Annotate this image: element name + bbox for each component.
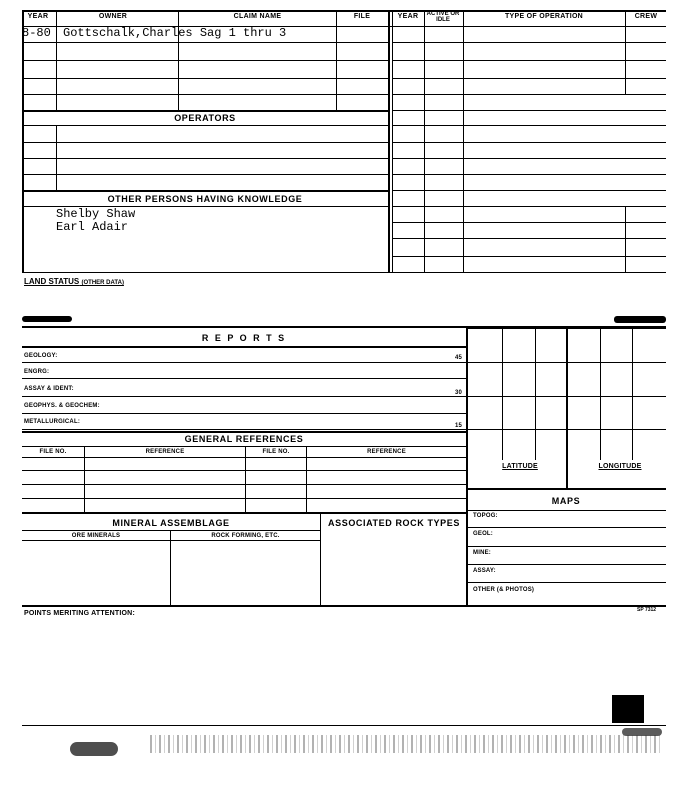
mid-section-end <box>22 605 666 607</box>
general-refs-rule <box>22 446 466 447</box>
gr-header-reference: REFERENCE <box>145 449 185 455</box>
header-claim-name: CLAIM NAME <box>233 13 282 20</box>
ore-minerals-header: ORE MINERALS <box>71 533 121 539</box>
gr-row-rule <box>22 457 466 458</box>
gr-row-rule <box>22 470 466 471</box>
scan-noise-band <box>150 735 660 753</box>
right-row-rule <box>392 78 666 79</box>
report-row-rule <box>22 429 466 430</box>
header-crew: CREW <box>634 13 658 20</box>
general-refs-end <box>22 512 466 514</box>
grid-col <box>632 328 633 460</box>
smudge-mark <box>614 316 666 323</box>
left-border <box>22 10 24 272</box>
owner-row-rule <box>22 78 388 79</box>
rock-forming-header: ROCK FORMING, ETC. <box>211 533 280 539</box>
operators-row-rule <box>22 142 388 143</box>
grid-col <box>600 328 601 460</box>
header-active-idle: ACTIVE OR IDLE <box>426 11 460 23</box>
assoc-rock-divider <box>320 512 321 606</box>
other-person-name: Shelby Shaw <box>56 207 136 221</box>
right-row-rule <box>392 42 666 43</box>
other-person-name: Earl Adair <box>56 220 129 234</box>
owner-row-rule <box>22 42 388 43</box>
form-number: SP 7312 <box>637 607 657 613</box>
gr-row-rule <box>22 498 466 499</box>
report-row-rule <box>22 362 466 363</box>
mineral-rule <box>22 530 320 531</box>
maps-row-label: ASSAY: <box>473 568 496 574</box>
right-row-rule <box>392 60 666 61</box>
gr-col-divider <box>245 446 246 512</box>
smudge-mark <box>22 316 72 322</box>
right-row-rule <box>392 142 666 143</box>
scale-number: 15 <box>455 423 463 429</box>
right-row-rule <box>392 190 666 191</box>
associated-rock-types-title: ASSOCIATED ROCK TYPES <box>328 518 460 528</box>
land-status-title <box>24 277 124 286</box>
report-row-label: METALLURGICAL: <box>24 419 81 425</box>
other-persons-title: OTHER PERSONS HAVING KNOWLEDGE <box>107 194 303 204</box>
land-status-label: LAND STATUS <box>24 277 80 286</box>
report-row-rule <box>22 396 466 397</box>
report-row-label: ENGRG: <box>24 369 50 375</box>
top-border <box>22 10 666 12</box>
mineral-col-divider <box>170 530 171 606</box>
scan-artifact-block <box>612 695 644 723</box>
right-row-rule <box>392 125 666 126</box>
operators-row-rule <box>22 158 388 159</box>
operators-rule <box>22 125 388 126</box>
header-type-of-operation: TYPE OF OPERATION <box>504 13 584 20</box>
report-row-rule <box>22 378 466 379</box>
maps-row-rule <box>466 564 666 565</box>
reports-rule <box>22 347 466 348</box>
maps-row-rule <box>466 546 666 547</box>
land-status-subtitle: (OTHER DATA) <box>81 280 124 286</box>
longitude-label: LONGITUDE <box>598 463 642 470</box>
header-file: FILE <box>353 13 371 20</box>
report-row-rule <box>22 413 466 414</box>
grid-col <box>502 328 503 460</box>
report-row-label: GEOLOGY: <box>24 353 58 359</box>
operators-section-end <box>22 190 388 192</box>
right-row-rule <box>392 94 666 95</box>
maps-row-label: TOPOG: <box>473 513 498 519</box>
owner-row-rule <box>22 60 388 61</box>
gr-col-divider <box>84 446 85 512</box>
grid-row <box>466 362 666 363</box>
right-year-col <box>424 10 425 272</box>
header-owner: OWNER <box>98 13 128 20</box>
entry-year: 8-80 <box>22 26 51 40</box>
scale-number: 45 <box>455 355 463 361</box>
operators-title: OPERATORS <box>174 113 236 123</box>
grid-row <box>466 429 666 430</box>
report-row-label: ASSAY & IDENT: <box>24 386 74 392</box>
points-meriting-attention-title: POINTS MERITING ATTENTION: <box>24 610 135 617</box>
gr-row-rule <box>22 484 466 485</box>
mineral-header-rule <box>22 540 320 541</box>
general-references-title: GENERAL REFERENCES <box>184 434 304 444</box>
latitude-label: LATITUDE <box>502 463 538 470</box>
grid-center-col <box>566 328 568 488</box>
maps-row-rule <box>466 527 666 528</box>
maps-row-label: OTHER (& PHOTOS) <box>473 587 535 593</box>
bottom-rule <box>22 725 666 726</box>
right-row-rule <box>392 222 666 223</box>
gr-header-reference-2: REFERENCE <box>367 449 406 455</box>
right-row-rule <box>392 238 666 239</box>
top-bottom-border <box>22 272 666 273</box>
maps-row-label: MINE: <box>473 550 491 556</box>
other-persons-list <box>56 208 135 234</box>
maps-row-rule <box>466 582 666 583</box>
maps-top <box>466 488 666 490</box>
maps-rule <box>466 510 666 511</box>
center-divider-inner <box>392 10 393 272</box>
mineral-assemblage-title: MINERAL ASSEMBLAGE <box>112 518 230 528</box>
general-refs-top <box>22 431 466 433</box>
header-year: YEAR <box>27 13 49 20</box>
scale-number: 30 <box>455 390 463 396</box>
scan-smudge <box>70 742 118 756</box>
right-active-col <box>463 10 464 272</box>
maps-title: MAPS <box>551 496 581 506</box>
owner-section-end <box>22 110 388 112</box>
maps-row-label: GEOL: <box>473 531 493 537</box>
operators-row-rule <box>22 174 388 175</box>
right-row-rule <box>392 158 666 159</box>
right-type-col <box>625 10 626 94</box>
right-type-col-lower <box>625 206 626 272</box>
right-row-rule <box>392 206 666 207</box>
entry-owner-claim: Gottschalk,Charles Sag 1 thru 3 <box>63 26 287 40</box>
center-divider <box>388 10 390 272</box>
scan-smudge <box>622 728 662 736</box>
right-row-rule <box>392 256 666 257</box>
gr-col-divider <box>306 446 307 512</box>
report-row-label: GEOPHYS. & GEOCHEM: <box>24 403 100 409</box>
grid-row <box>466 396 666 397</box>
gr-header-file-no: FILE NO. <box>39 449 67 455</box>
grid-col <box>535 328 536 460</box>
header-year-right: YEAR <box>397 13 419 20</box>
right-row-rule <box>392 174 666 175</box>
owner-row-rule <box>22 94 388 95</box>
right-row-rule <box>392 110 666 111</box>
reports-title: R E P O R T S <box>201 333 287 343</box>
gr-header-file-no-2: FILE NO. <box>262 449 290 455</box>
